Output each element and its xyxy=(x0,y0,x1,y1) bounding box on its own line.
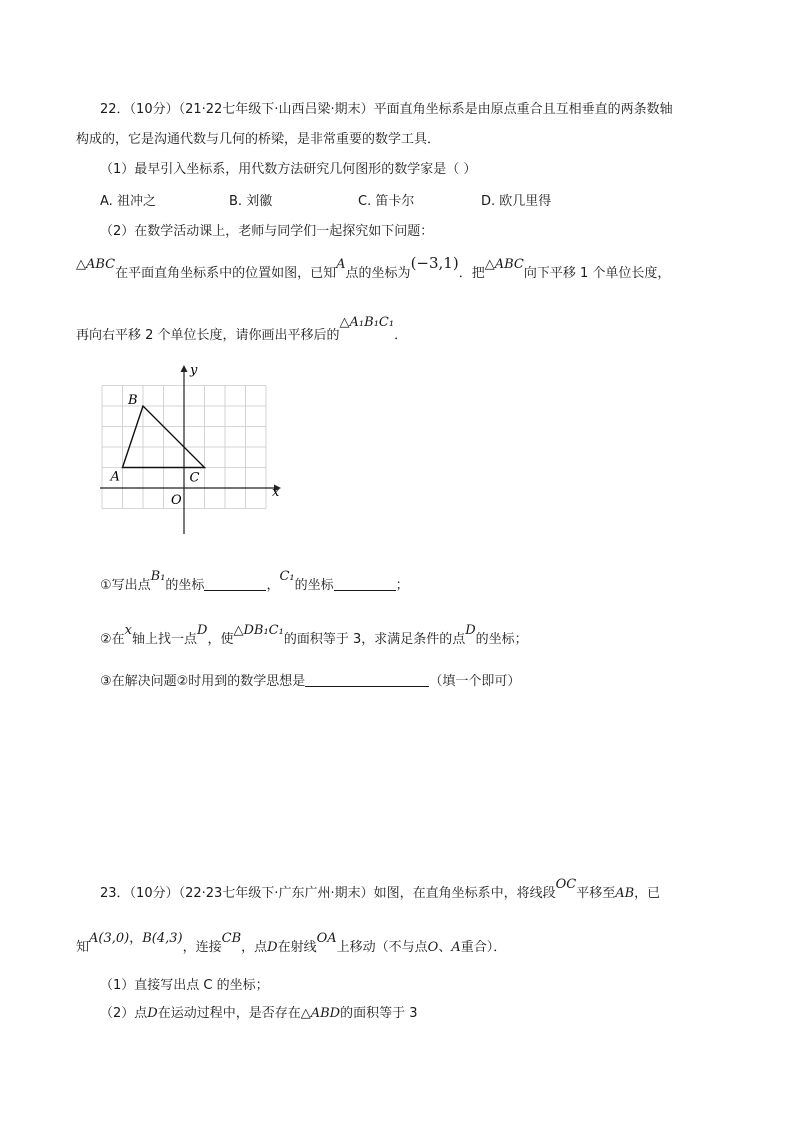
origin-label: O xyxy=(171,493,182,508)
q23-part2: （2）点D在运动过程中，是否存在△ABD的面积等于 3 xyxy=(100,1006,418,1021)
q22-intro-1: 平面直角坐标系是由原点重合且互相垂直的两条数轴 xyxy=(373,102,673,117)
coord-a: (−3,1) xyxy=(410,254,459,272)
q23-score: （10分） xyxy=(129,886,179,901)
point-d-label-2: D xyxy=(465,623,476,638)
c1-answer-blank[interactable] xyxy=(334,576,396,591)
q22-option-a[interactable]: A. 祖冲之 xyxy=(100,194,156,209)
point-a-label: A xyxy=(336,257,346,272)
q22-source: （21·22七年级下·山西吕梁·期末） xyxy=(178,102,374,117)
coordinate-grid-figure xyxy=(96,364,286,536)
b1-label: B₁ xyxy=(150,569,166,584)
tri-abd: △ABD xyxy=(300,1006,341,1021)
vertex-c-label: C xyxy=(189,470,200,486)
q22-score: （10分） xyxy=(129,102,179,117)
q22-part2-statement: △ABC在平面直角坐标系中的位置如图，已知A点的坐标为(−3,1)．把△ABC向下平移 1 个单位长度， xyxy=(76,254,671,281)
q22-number: 22． xyxy=(100,102,130,117)
q23-line-2: 知A(3,0)，B(4,3)，连接CB，点D在射线OA上移动（不与点O、A重合）． xyxy=(76,931,507,955)
q22-part2: （2）在数学活动课上，老师与同学们一起探究如下问题： xyxy=(100,224,434,239)
q23-source: （22·23七年级下·广东广州·期末） xyxy=(178,886,374,901)
q22-sub1: ①写出点B₁的坐标 ，C₁的坐标 ； xyxy=(100,569,409,593)
y-axis-arrow xyxy=(181,365,188,372)
q23-number: 23． xyxy=(100,886,130,901)
q22-sub3: ③在解决问题②时用到的数学思想是 （填一个即可） xyxy=(100,674,521,689)
q23-part1: （1）直接写出点 C 的坐标； xyxy=(100,978,269,993)
point-b-coord: B(4,3) xyxy=(142,931,183,946)
q23-point-d: D xyxy=(267,940,278,955)
point-a-coord: A(3,0) xyxy=(89,931,130,946)
q22-intro-2: 构成的，它是沟通代数与几何的桥梁，是非常重要的数学工具． xyxy=(76,132,441,147)
ray-oa: OA xyxy=(316,931,337,946)
tri-db1c1: △DB₁C₁ xyxy=(233,623,284,638)
seg-cb: CB xyxy=(221,931,242,946)
q23-header-line: 23．（10分）（22·23七年级下·广东广州·期末）如图，在直角坐标系中，将线段OC平移至AB，已 xyxy=(100,877,661,901)
q23-part2-point-d: D xyxy=(147,1006,158,1021)
q23-point-a: A xyxy=(451,940,461,955)
x-axis-label: x xyxy=(272,485,280,500)
q22-option-b[interactable]: B. 刘徽 xyxy=(229,194,273,209)
y-axis-label: y xyxy=(190,364,198,378)
c1-label: C₁ xyxy=(279,569,295,584)
q22-sub2: ②在x轴上找一点D，使△DB₁C₁的面积等于 3，求满足条件的点D的坐标； xyxy=(100,623,528,647)
vertex-a-label: A xyxy=(110,469,120,485)
q23-point-o: O xyxy=(427,940,439,955)
x-axis-ref: x xyxy=(124,623,132,638)
q22-option-c[interactable]: C. 笛卡尔 xyxy=(358,194,415,209)
seg-ab: AB xyxy=(615,886,635,901)
seg-oc: OC xyxy=(555,877,577,892)
b1-answer-blank[interactable] xyxy=(204,576,266,591)
q22-header-line xyxy=(100,100,673,120)
tri-abc-2: △ABC xyxy=(484,257,524,272)
tri-a1b1c1: △A₁B₁C₁ xyxy=(339,315,395,330)
q22-part2-statement-2: 再向右平移 2 个单位长度，请你画出平移后的△A₁B₁C₁． xyxy=(76,315,408,343)
tri-abc: △ABC xyxy=(76,257,116,272)
point-d-label: D xyxy=(197,623,208,638)
method-answer-blank[interactable] xyxy=(305,672,429,687)
vertex-b-label: B xyxy=(128,393,138,408)
q22-option-d[interactable]: D. 欧几里得 xyxy=(481,194,552,209)
q22-part1: （1）最早引入坐标系，用代数方法研究几何图形的数学家是（ ） xyxy=(100,162,477,177)
